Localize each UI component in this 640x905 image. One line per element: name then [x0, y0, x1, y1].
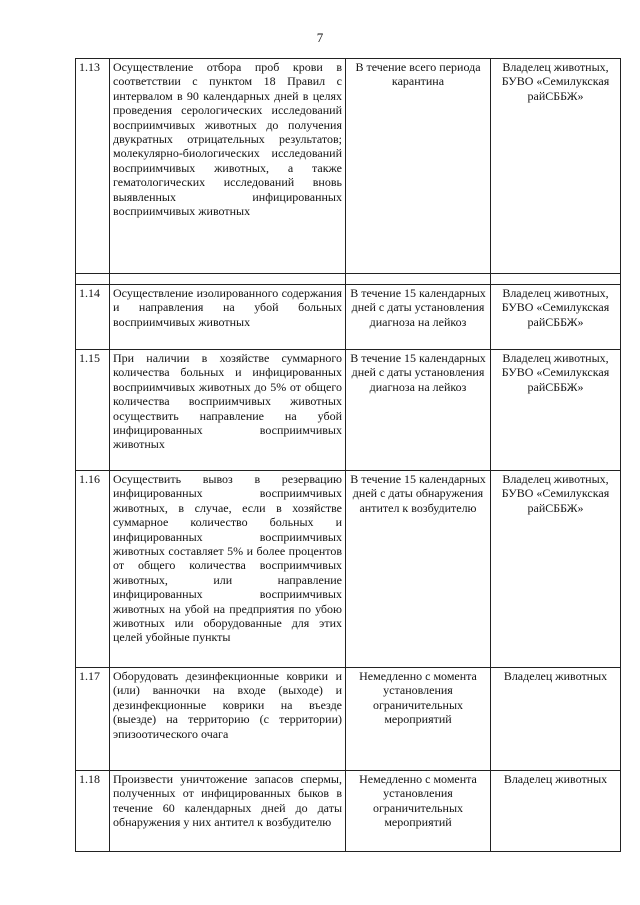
measure-text: Произвести уничтожение запасов спермы, полученных от инфицированных быков в течение 60 календарных дней до даты обнаружения у них антител к возбудителю	[110, 771, 346, 852]
item-number: 1.14	[76, 285, 110, 350]
deadline-text: Немедленно с момента установления ограничительных мероприятий	[346, 668, 491, 771]
row-gap	[76, 274, 621, 285]
table-row	[76, 668, 621, 771]
measure-text: При наличии в хозяйстве суммарного количества больных и инфицированных восприимчивых животных до 5% от общего количества восприимчивых животных осуществить направление на убой инфицированных восприимчивых животных	[110, 350, 346, 471]
item-number: 1.18	[76, 771, 110, 852]
measure-text: Осуществление изолированного содержания и направления на убой больных восприимчивых животных	[110, 285, 346, 350]
responsible-text: Владелец животных, БУВО «Семилукская райСББЖ»	[491, 285, 621, 350]
deadline-text: Немедленно с момента установления ограничительных мероприятий	[346, 771, 491, 852]
responsible-text: Владелец животных	[491, 771, 621, 852]
table-row	[76, 771, 621, 852]
measures-table	[75, 58, 621, 852]
measure-text: Осуществление отбора проб крови в соответствии с пунктом 18 Правил с интервалом в 90 календарных дней в целях проведения серологических исследований восприимчивых животных до получения двукратных отрицательных результатов; молекулярно-биологических исследований восприимчивых животных, а также гематологических исследований вновь выявленных инфицированных восприимчивых животных	[110, 59, 346, 274]
table-row	[76, 285, 621, 350]
deadline-text: В течение 15 календарных дней с даты обнаружения антител к возбудителю	[346, 471, 491, 668]
table-row	[76, 350, 621, 471]
page-number: 7	[316, 30, 324, 45]
measure-text: Оборудовать дезинфекционные коврики и (или) ванночки на входе (выходе) и дезинфекционные коврики на въезде (выезде) на территорию (с территории) эпизоотического очага	[110, 668, 346, 771]
measure-text: Осуществить вывоз в резервацию инфицированных восприимчивых животных, в случае, если в хозяйстве суммарное количество больных и инфицированных восприимчивых животных составляет 5% и более процентов от общего количества восприимчивых животных, или направление инфицированных восприимчивых животных на убой на предприятия по убою животных или оборудованные для этих целей убойные пункты	[110, 471, 346, 668]
responsible-text: Владелец животных, БУВО «Семилукская райСББЖ»	[491, 471, 621, 668]
table-row	[76, 59, 621, 274]
item-number: 1.17	[76, 668, 110, 771]
item-number: 1.13	[76, 59, 110, 274]
item-number: 1.16	[76, 471, 110, 668]
deadline-text: В течение 15 календарных дней с даты установления диагноза на лейкоз	[346, 350, 491, 471]
table-row	[76, 471, 621, 668]
deadline-text: В течение всего периода карантина	[346, 59, 491, 274]
responsible-text: Владелец животных, БУВО «Семилукская райСББЖ»	[491, 59, 621, 274]
deadline-text: В течение 15 календарных дней с даты установления диагноза на лейкоз	[346, 285, 491, 350]
item-number: 1.15	[76, 350, 110, 471]
responsible-text: Владелец животных, БУВО «Семилукская райСББЖ»	[491, 350, 621, 471]
responsible-text: Владелец животных	[491, 668, 621, 771]
